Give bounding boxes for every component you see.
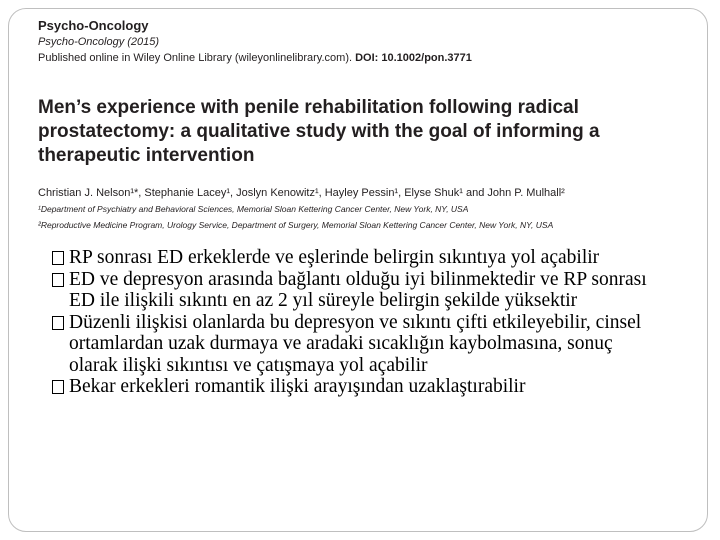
bullet-box-icon xyxy=(52,273,64,287)
bullet-text: ED ve depresyon arasında bağlantı olduğu iyi bilinmektedir ve RP sonrası ED ile ilişkili sıkıntı en az 2 yıl süreyle belirgin şekilde yüksektir xyxy=(69,268,647,311)
bullet-text: Bekar erkekleri romantik ilişki arayışından uzaklaştırabilir xyxy=(69,376,526,397)
affiliation-1: ¹Department of Psychiatry and Behavioral Sciences, Memorial Sloan Kettering Cancer Center, New York, NY, USA xyxy=(38,204,469,214)
bullet-text: Düzenli ilişkisi olanlarda bu depresyon ve sıkıntı çifti etkileyebilir, cinsel ortamlardan uzak durmaya ve aradaki sıcaklığın kaybolmasına, sonuç olarak ilişki sıkıntısı ve çatışmaya yol açabilir xyxy=(69,311,642,376)
journal-header xyxy=(38,18,678,66)
bullet-text: RP sonrası ED erkeklerde ve eşlerinde belirgin sıkıntıya yol açabilir xyxy=(69,247,600,268)
bullet-box-icon xyxy=(52,380,64,394)
publication-source: Published online in Wiley Online Library (wileyonlinelibrary.com). xyxy=(38,52,356,64)
bullet-item xyxy=(52,376,652,398)
article-authors: Christian J. Nelson¹*, Stephanie Lacey¹, Joslyn Kenowitz¹, Hayley Pessin¹, Elyse Shuk¹ and John P. Mulhall² xyxy=(38,187,565,199)
bullet-box-icon xyxy=(52,251,64,265)
bullet-item xyxy=(52,312,652,377)
doi: DOI: 10.1002/pon.3771 xyxy=(355,52,472,64)
journal-year: Psycho-Oncology (2015) xyxy=(38,36,160,48)
bullet-list xyxy=(52,247,652,398)
article-title: Men’s experience with penile rehabilitation following radical prostatectomy: a qualitative study with the goal of informing a therapeutic intervention xyxy=(38,97,600,166)
journal-name: Psycho-Oncology xyxy=(38,18,149,33)
publication-info xyxy=(38,50,678,66)
affiliation-2: ²Reproductive Medicine Program, Urology Service, Department of Surgery, Memorial Sloan Kettering Cancer Center, New York, NY, USA xyxy=(38,220,554,230)
bullet-box-icon xyxy=(52,316,64,330)
bullet-item xyxy=(52,269,652,312)
bullet-item xyxy=(52,247,652,269)
